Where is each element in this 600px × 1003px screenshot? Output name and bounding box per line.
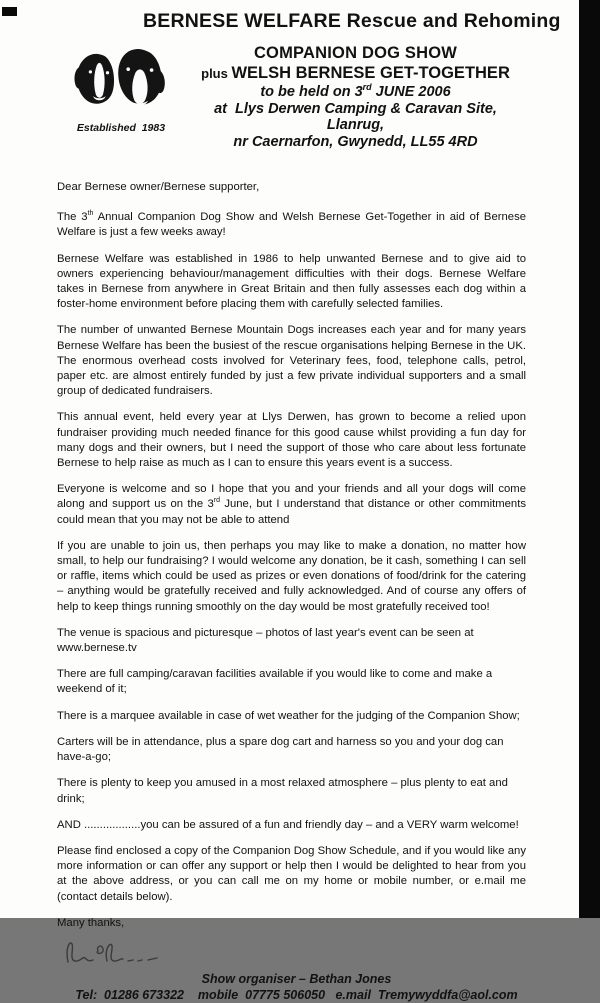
page-title: BERNESE WELFARE Rescue and Rehoming: [143, 10, 561, 32]
paragraph-everyone-welcome: Everyone is welcome and so I hope that you and your friends and all your dogs will come along and support us on the 3rd June, but I understand that distance or other commitments could mean that you may not be able to attend: [57, 483, 526, 526]
scan-artifact-right-edge: [579, 0, 600, 918]
bernese-puppies-logo-icon: [71, 44, 171, 116]
event-date: to be held on 3rd JUNE 2006: [260, 82, 451, 100]
paragraph-announcement: The 3th Annual Companion Dog Show and Welsh Bernese Get-Together in aid of Bernese Welfare is just a few weeks away!: [57, 210, 526, 239]
established-caption: Established 1983: [76, 122, 166, 134]
closing: Many thanks,: [57, 916, 125, 929]
paragraph-welfare-history: Bernese Welfare was established in 1986 to help unwanted Bernese and to give aid to owners experiencing behaviour/management difficulties with their dogs. Bernese Welfare takes in Bernese from anywhere in Great Britain and then fully assesses each dog within a foster-home environment before placing them with carefully selected families.: [57, 252, 526, 311]
paragraph-enclosed-schedule: Please find enclosed a copy of the Companion Dog Show Schedule, and if you would like any more information or can offer any support or help then I would be delighted to hear from you at the above address, or you can call me on my home or mobile number, or e.mail me (contact details below).: [57, 844, 526, 903]
paragraph-rescue-costs: The number of unwanted Bernese Mountain Dogs increases each year and for many years Bernese Welfare has been the busiest of the rescue organisations helping Bernese in the UK. The enormous overhead costs involved for Veterinary fees, food, telephone calls, petrol, paper etc. are almost entirely funded by just a few private individual supporters and a small group of dedicated fundraisers.: [57, 324, 526, 398]
logo-block: [57, 42, 185, 150]
letter-footer: [67, 972, 526, 1003]
organiser-line: Show organiser – Bethan Jones: [201, 971, 392, 986]
paragraph-camping: There are full camping/caravan facilities available if you would like to come and make a weekend of it;: [57, 668, 493, 696]
paragraph-warm-welcome: AND ..................you can be assured of a fun and friendly day – and a VERY warm welcome!: [57, 818, 519, 831]
contact-line: Tel: 01286 673322 mobile 07775 506050 e.mail Tremywyddfa@aol.com: [75, 988, 518, 1003]
paragraph-carters: Carters will be in attendance, plus a spare dog cart and harness so you and your dog can have-a-go;: [57, 735, 504, 764]
paragraph-marquee: There is a marquee available in case of wet weather for the judging of the Companion Show;: [57, 709, 520, 722]
event-details: [185, 42, 526, 150]
paragraph-donations: If you are unable to join us, then perhaps you may like to make a donation, no matter how small, to help our fundraising? I would welcome any donation, be it cash, something I can sell or raffle, items which could be used as prizes or even donations of food/drink for the catering – anything would be gratefully received and fully acknowledged. And of course any offers of help to keep things running smoothly on the day would be most gratefully received too!: [57, 539, 526, 613]
letterhead: [57, 42, 526, 150]
event-subtitle: plus WELSH BERNESE GET-TOGETHER: [201, 64, 510, 82]
salutation: Dear Bernese owner/Bernese supporter,: [57, 181, 260, 193]
scan-artifact-corner: [2, 7, 17, 16]
event-title: COMPANION DOG SHOW: [253, 44, 458, 62]
paragraph-atmosphere: There is plenty to keep you amused in a most relaxed atmosphere – plus plenty to eat and drink;: [57, 777, 508, 805]
paragraph-venue: The venue is spacious and picturesque – photos of last year's event can be seen at www.bernese.tv: [57, 626, 474, 655]
event-venue-line2: nr Caernarfon, Gwynedd, LL55 4RD: [233, 134, 478, 150]
paragraph-annual-event: This annual event, held every year at Llys Derwen, has grown to become a relied upon fundraiser providing much needed finance for this good cause whilst providing a fun day for many dogs and their owners, but I need the support of those who care about less fortunate Bernese to help raise as much as I can to ensure this years event is a success.: [57, 411, 526, 470]
letter-body: [57, 180, 526, 1003]
event-venue-line1: at Llys Derwen Camping & Caravan Site, Llanrug,: [214, 101, 501, 133]
handwritten-signature: [59, 936, 526, 970]
